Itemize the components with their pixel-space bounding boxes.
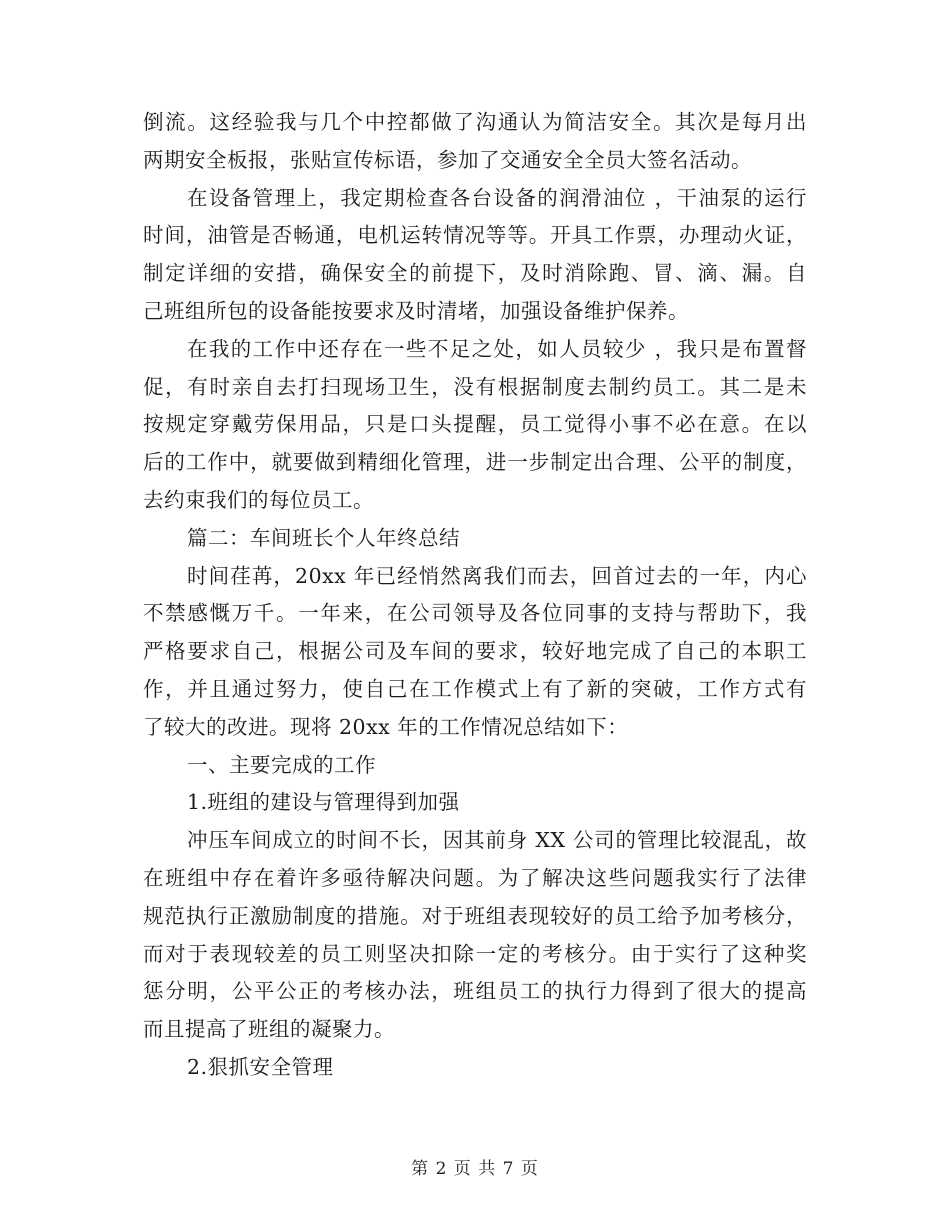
text-line: 按规定穿戴劳保用品，只是口头提醒，员工觉得小事不必在意。在以 [143, 412, 807, 437]
paragraph [143, 822, 807, 1049]
text-line: 而对于表现较差的员工则坚决扣除一定的考核分。由于实行了这种奖 [143, 941, 807, 966]
text-line: 后的工作中，就要做到精细化管理，进一步制定出合理、公平的制度， [143, 450, 807, 475]
text-line: 在班组中存在着许多亟待解决问题。为了解决这些问题我实行了法律 [143, 865, 807, 890]
text-line: 不禁感慨万千。一年来，在公司领导及各位同事的支持与帮助下，我 [143, 601, 807, 626]
text-line: 时间，油管是否畅通，电机运转情况等等。开具工作票，办理动火证， [143, 223, 807, 248]
paragraph [143, 331, 807, 520]
subsection-title: 一、主要完成的工作 [187, 752, 376, 777]
document-body [143, 104, 807, 1087]
text-line: 两期安全板报，张贴宣传标语，参加了交通安全全员大签名活动。 [143, 147, 752, 172]
page-number: 第 2 页 共 7 页 [411, 1159, 539, 1179]
subsection-title: 1.班组的建设与管理得到加强 [187, 790, 460, 815]
text-line: 严格要求自己，根据公司及车间的要求，较好地完成了自己的本职工 [143, 639, 807, 664]
text-line: 促，有时亲自去打扫现场卫生，没有根据制度去制约员工。其二是未 [143, 374, 807, 399]
text-line: 规范执行正激励制度的措施。对于班组表现较好的员工给予加考核分， [143, 903, 807, 928]
paragraph [143, 180, 807, 331]
text-line: 冲压车间成立的时间不长，因其前身 XX 公司的管理比较混乱，故 [187, 828, 807, 853]
text-line: 作，并且通过努力，使自己在工作模式上有了新的突破，工作方式有 [143, 676, 807, 701]
text-line: 时间荏苒，20xx 年已经悄然离我们而去，回首过去的一年，内心 [187, 563, 807, 588]
text-line: 惩分明，公平公正的考核办法，班组员工的执行力得到了很大的提高 [143, 979, 807, 1004]
paragraph [143, 104, 807, 180]
text-line: 倒流。这经验我与几个中控都做了沟通认为简洁安全。其次是每月出 [143, 110, 807, 134]
text-line: 在我的工作中还存在一些不足之处，如人员较少 ，我只是布置督 [187, 336, 807, 361]
subsection-title: 2.狠抓安全管理 [187, 1054, 334, 1079]
section-title: 篇二：车间班长个人年终总结 [187, 525, 460, 550]
text-line: 在设备管理上，我定期检查各台设备的润滑油位 ，干油泵的运行 [187, 185, 807, 210]
text-line: 去约束我们的每位员工。 [143, 487, 374, 512]
text-line: 制定详细的安措，确保安全的前提下，及时消除跑、冒、滴、漏。自 [143, 261, 807, 286]
text-line: 而且提高了班组的凝聚力。 [143, 1017, 395, 1042]
paragraph [143, 558, 807, 747]
text-line: 了较大的改进。现将 20xx 年的工作情况总结如下： [143, 714, 629, 739]
text-line: 己班组所包的设备能按要求及时清堵，加强设备维护保养。 [143, 298, 689, 323]
